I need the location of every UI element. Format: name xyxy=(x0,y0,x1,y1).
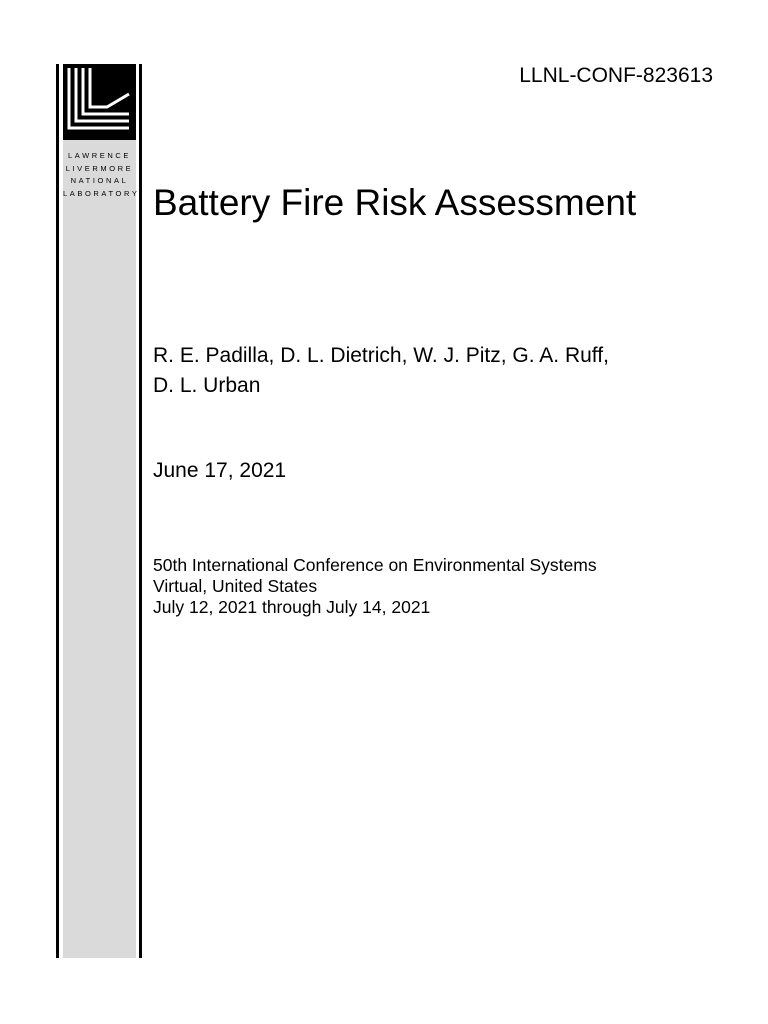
author-list xyxy=(153,341,733,401)
author-line: D. L. Urban xyxy=(153,374,261,397)
lab-name-line: NATIONAL xyxy=(70,176,129,185)
conference-info xyxy=(153,555,733,618)
lab-name-line: LAWRENCE xyxy=(67,151,132,160)
lab-name xyxy=(63,150,140,200)
llnl-logo-icon xyxy=(63,64,136,140)
lab-name-line: LABORATORY xyxy=(63,188,140,198)
lab-name-line: LIVERMORE xyxy=(65,163,134,173)
document-date: June 17, 2021 xyxy=(153,459,287,482)
author-line: R. E. Padilla, D. L. Dietrich, W. J. Pitz, G. A. Ruff, xyxy=(153,344,609,367)
document-title: Battery Fire Risk Assessment xyxy=(153,182,637,223)
conference-name: 50th International Conference on Environmental Systems xyxy=(153,555,597,575)
report-number: LLNL-CONF-823613 xyxy=(519,64,713,87)
left-border-rule xyxy=(56,64,59,958)
conference-dates: July 12, 2021 through July 14, 2021 xyxy=(153,597,431,617)
conference-location: Virtual, United States xyxy=(153,576,318,596)
right-border-rule xyxy=(139,64,142,958)
